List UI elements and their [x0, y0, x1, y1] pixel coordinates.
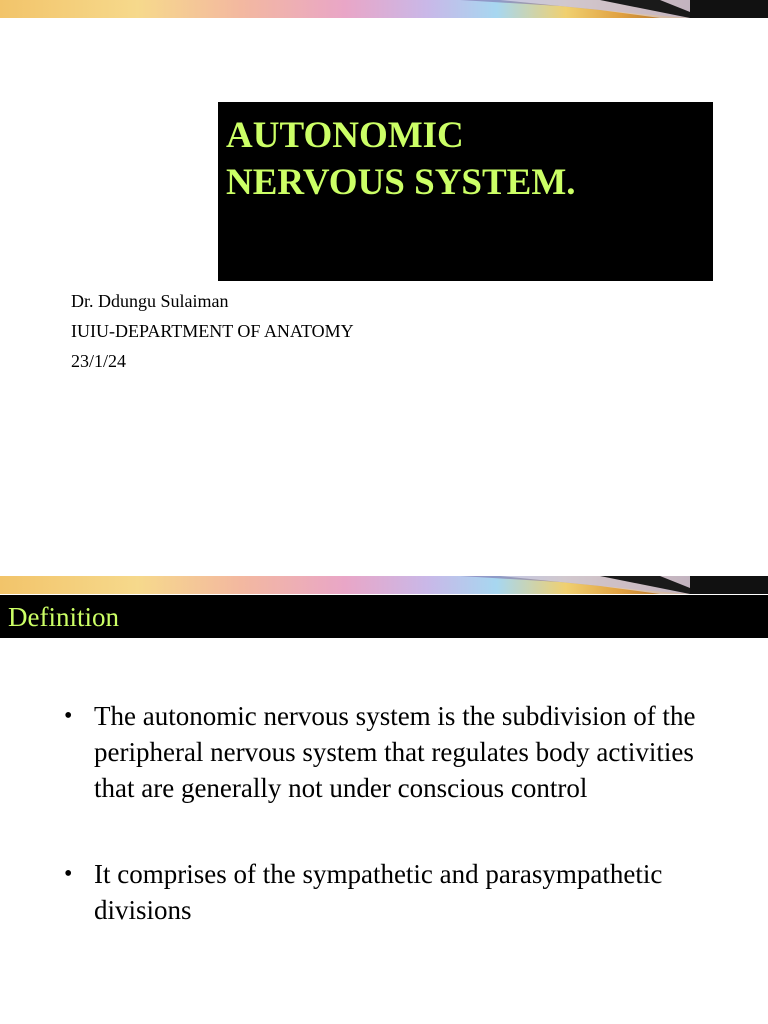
title-line-1: AUTONOMIC [226, 115, 464, 156]
title-box [218, 102, 713, 281]
definition-slide [0, 576, 768, 1024]
bullet-icon: • [64, 861, 73, 887]
slide-heading: Definition [8, 602, 119, 632]
decorative-banner [0, 0, 768, 18]
slide-title [226, 112, 705, 206]
bullet-text: The autonomic nervous system is the subdivision of the peripheral nervous system that regulates body activities that are generally not under conscious control [94, 701, 696, 803]
subtitle-block [71, 286, 354, 376]
bullet-icon: • [64, 703, 73, 729]
bullet-text: It comprises of the sympathetic and parasympathetic divisions [94, 859, 663, 925]
decorative-banner [0, 576, 768, 594]
author-name: Dr. Ddungu Sulaiman [71, 291, 229, 311]
header-bar [0, 595, 768, 638]
bullet-list [62, 698, 702, 978]
banner-graphic [0, 576, 768, 594]
presentation-date: 23/1/24 [71, 351, 127, 371]
list-item [62, 698, 702, 806]
banner-graphic [0, 0, 768, 18]
title-line-2: NERVOUS SYSTEM. [226, 162, 576, 203]
department-name: IUIU-DEPARTMENT OF ANATOMY [71, 321, 354, 341]
list-item [62, 856, 702, 928]
